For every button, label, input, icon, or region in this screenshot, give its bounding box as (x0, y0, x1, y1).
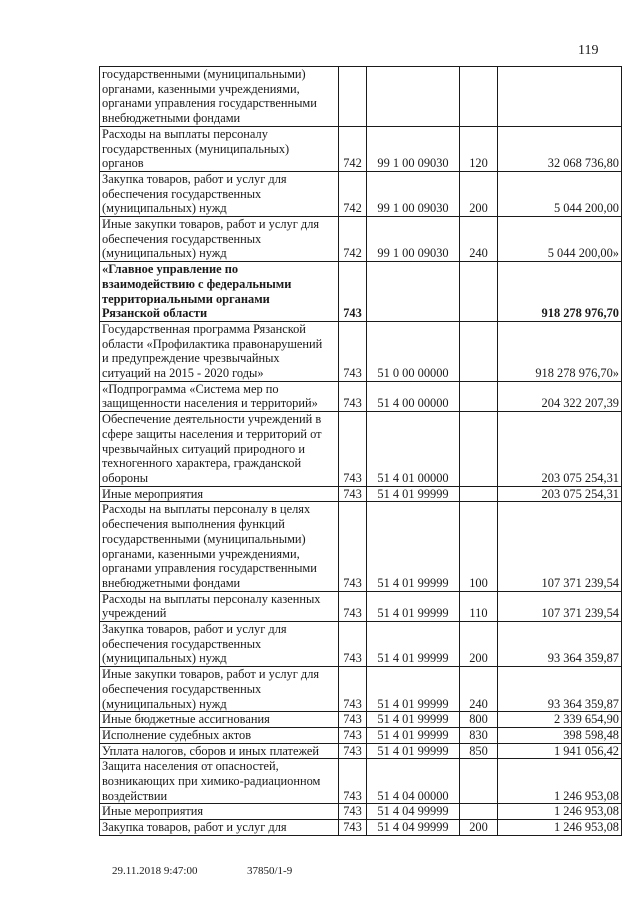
target-article-cell: 99 1 00 09030 (367, 217, 460, 262)
department-code-cell: 743 (339, 804, 367, 820)
department-code-cell: 743 (339, 712, 367, 728)
target-article-cell (367, 67, 460, 127)
department-code-cell: 743 (339, 727, 367, 743)
expense-name-cell: Расходы на выплаты персоналу государственных (муниципальных) органов (100, 126, 339, 171)
department-code-cell: 743 (339, 591, 367, 621)
amount-cell: 93 364 359,87 (498, 667, 622, 712)
table-row (100, 321, 622, 381)
department-code-cell: 743 (339, 412, 367, 487)
expense-name-cell: «Главное управление по взаимодействию с федеральными территориальными органами Рязанской области (100, 262, 339, 322)
amount-cell (498, 67, 622, 127)
department-code-cell: 743 (339, 743, 367, 759)
table-row (100, 759, 622, 804)
target-article-cell: 51 0 00 00000 (367, 321, 460, 381)
target-article-cell: 99 1 00 09030 (367, 126, 460, 171)
target-article-cell: 51 4 04 99999 (367, 804, 460, 820)
department-code-cell: 743 (339, 381, 367, 411)
department-code-cell: 743 (339, 667, 367, 712)
table-row (100, 67, 622, 127)
expense-type-cell (460, 381, 498, 411)
amount-cell: 1 246 953,08 (498, 759, 622, 804)
target-article-cell: 51 4 01 99999 (367, 622, 460, 667)
expense-name-cell: Расходы на выплаты персоналу казенных учреждений (100, 591, 339, 621)
table-row (100, 820, 622, 836)
amount-cell: 107 371 239,54 (498, 502, 622, 591)
amount-cell: 398 598,48 (498, 727, 622, 743)
table-row (100, 126, 622, 171)
expense-name-cell: «Подпрограмма «Система мер по защищенности населения и территорий» (100, 381, 339, 411)
expense-type-cell (460, 262, 498, 322)
department-code-cell: 742 (339, 217, 367, 262)
expense-name-cell: Иные закупки товаров, работ и услуг для обеспечения государственных (муниципальных) нужд (100, 217, 339, 262)
target-article-cell: 51 4 04 99999 (367, 820, 460, 836)
amount-cell: 1 246 953,08 (498, 820, 622, 836)
expense-type-cell (460, 321, 498, 381)
expense-name-cell: Иные закупки товаров, работ и услуг для обеспечения государственных (муниципальных) нужд (100, 667, 339, 712)
amount-cell: 5 044 200,00 (498, 171, 622, 216)
expense-type-cell (460, 759, 498, 804)
expense-type-cell: 110 (460, 591, 498, 621)
budget-table-body (100, 67, 622, 836)
table-row (100, 486, 622, 502)
expense-type-cell: 830 (460, 727, 498, 743)
amount-cell: 93 364 359,87 (498, 622, 622, 667)
expense-name-cell: Иные мероприятия (100, 486, 339, 502)
footer-document-code: 37850/1-9 (247, 865, 293, 877)
expense-type-cell: 200 (460, 622, 498, 667)
target-article-cell: 99 1 00 09030 (367, 171, 460, 216)
expense-type-cell (460, 804, 498, 820)
table-row (100, 743, 622, 759)
target-article-cell: 51 4 01 99999 (367, 667, 460, 712)
target-article-cell: 51 4 00 00000 (367, 381, 460, 411)
target-article-cell: 51 4 01 99999 (367, 712, 460, 728)
department-code-cell: 743 (339, 502, 367, 591)
table-row (100, 262, 622, 322)
amount-cell: 1 246 953,08 (498, 804, 622, 820)
department-code-cell (339, 67, 367, 127)
expense-type-cell: 100 (460, 502, 498, 591)
table-row (100, 381, 622, 411)
footer-date: 29.11.2018 9:47:00 (112, 865, 198, 877)
table-row (100, 217, 622, 262)
amount-cell: 1 941 056,42 (498, 743, 622, 759)
expense-type-cell: 120 (460, 126, 498, 171)
amount-cell: 203 075 254,31 (498, 412, 622, 487)
department-code-cell: 743 (339, 759, 367, 804)
expense-type-cell: 850 (460, 743, 498, 759)
expense-type-cell (460, 67, 498, 127)
expense-name-cell: Иные мероприятия (100, 804, 339, 820)
expense-name-cell: Иные бюджетные ассигнования (100, 712, 339, 728)
expense-name-cell: Защита населения от опасностей, возникающих при химико-радиационном воздействии (100, 759, 339, 804)
expense-name-cell: Исполнение судебных актов (100, 727, 339, 743)
department-code-cell: 743 (339, 820, 367, 836)
expense-name-cell: государственными (муниципальными) органами, казенными учреждениями, органами управления государственными внебюджетными фондами (100, 67, 339, 127)
expense-name-cell: Уплата налогов, сборов и иных платежей (100, 743, 339, 759)
expense-type-cell (460, 486, 498, 502)
amount-cell: 204 322 207,39 (498, 381, 622, 411)
amount-cell: 2 339 654,90 (498, 712, 622, 728)
department-code-cell: 743 (339, 486, 367, 502)
expense-type-cell: 200 (460, 171, 498, 216)
expense-name-cell: Закупка товаров, работ и услуг для обеспечения государственных (муниципальных) нужд (100, 622, 339, 667)
target-article-cell: 51 4 01 99999 (367, 502, 460, 591)
target-article-cell: 51 4 01 99999 (367, 486, 460, 502)
budget-table (99, 66, 622, 836)
page-number: 119 (578, 43, 599, 58)
department-code-cell: 742 (339, 171, 367, 216)
amount-cell: 5 044 200,00» (498, 217, 622, 262)
table-row (100, 622, 622, 667)
table-row (100, 171, 622, 216)
department-code-cell: 742 (339, 126, 367, 171)
target-article-cell: 51 4 01 99999 (367, 591, 460, 621)
table-row (100, 804, 622, 820)
amount-cell: 107 371 239,54 (498, 591, 622, 621)
target-article-cell (367, 262, 460, 322)
table-row (100, 591, 622, 621)
expense-type-cell: 200 (460, 820, 498, 836)
expense-name-cell: Обеспечение деятельности учреждений в сфере защиты населения и территорий от чрезвычайных ситуаций природного и техногенного характера, гражданской обороны (100, 412, 339, 487)
target-article-cell: 51 4 01 99999 (367, 743, 460, 759)
amount-cell: 918 278 976,70» (498, 321, 622, 381)
expense-name-cell: Расходы на выплаты персоналу в целях обеспечения выполнения функций государственными (муниципальными) органами, казенными учреждениями, органами управления государственными внебюджетными фондами (100, 502, 339, 591)
amount-cell: 203 075 254,31 (498, 486, 622, 502)
department-code-cell: 743 (339, 622, 367, 667)
expense-name-cell: Закупка товаров, работ и услуг для (100, 820, 339, 836)
table-row (100, 412, 622, 487)
target-article-cell: 51 4 04 00000 (367, 759, 460, 804)
target-article-cell: 51 4 01 00000 (367, 412, 460, 487)
expense-type-cell (460, 412, 498, 487)
department-code-cell: 743 (339, 262, 367, 322)
table-row (100, 502, 622, 591)
expense-type-cell: 240 (460, 667, 498, 712)
expense-name-cell: Закупка товаров, работ и услуг для обеспечения государственных (муниципальных) нужд (100, 171, 339, 216)
target-article-cell: 51 4 01 99999 (367, 727, 460, 743)
table-row (100, 712, 622, 728)
table-row (100, 667, 622, 712)
expense-type-cell: 240 (460, 217, 498, 262)
department-code-cell: 743 (339, 321, 367, 381)
amount-cell: 32 068 736,80 (498, 126, 622, 171)
expense-name-cell: Государственная программа Рязанской области «Профилактика правонарушений и предупреждение чрезвычайных ситуаций на 2015 - 2020 годы» (100, 321, 339, 381)
expense-type-cell: 800 (460, 712, 498, 728)
table-row (100, 727, 622, 743)
amount-cell: 918 278 976,70 (498, 262, 622, 322)
